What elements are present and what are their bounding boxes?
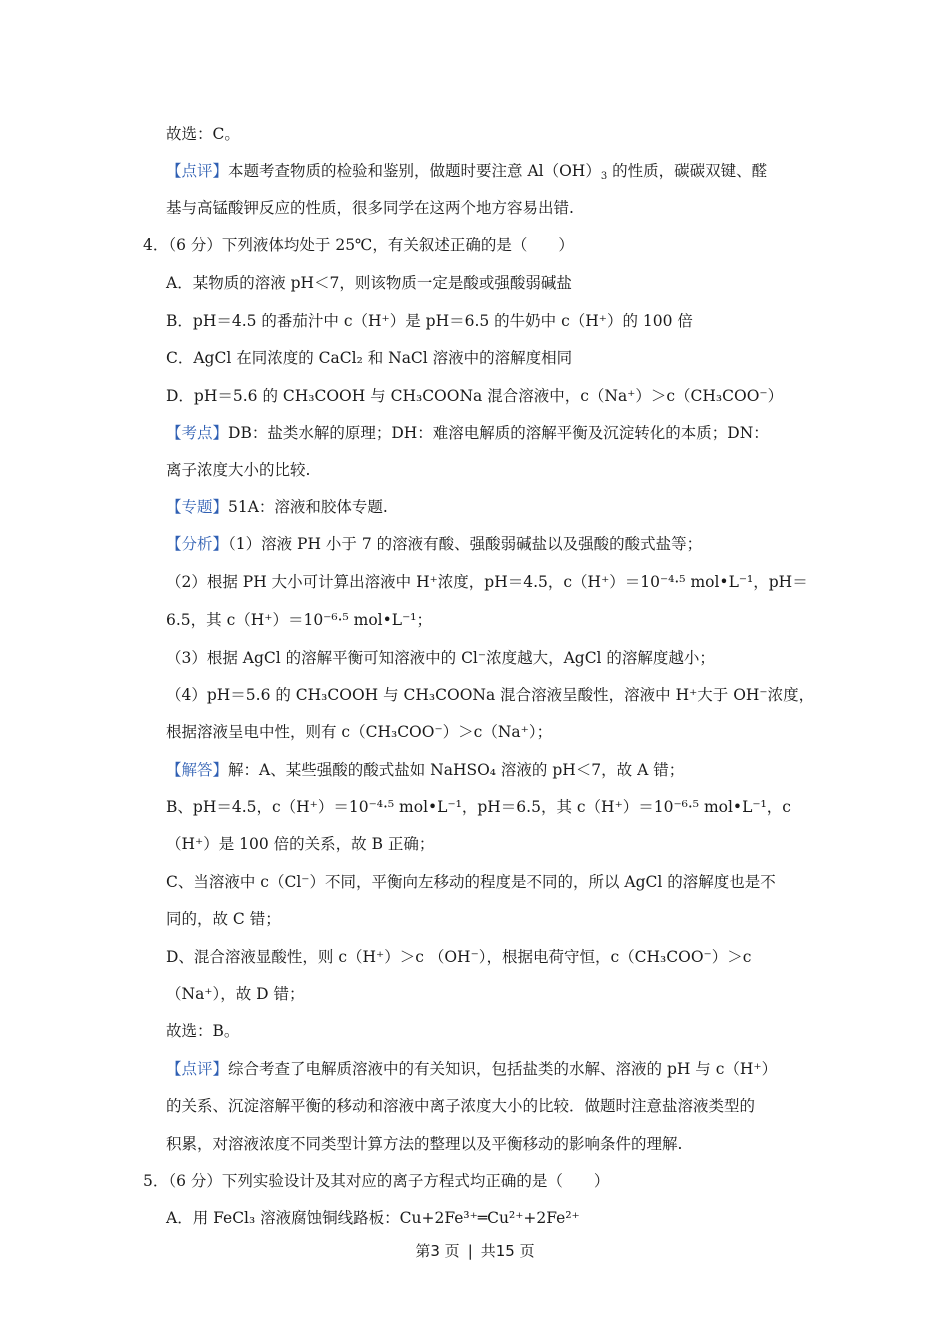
fenxi-tag: 【分析】 [166,535,229,553]
page-number: 第3 页 [415,1242,460,1260]
q4-jieda-b2: （H⁺）是 100 倍的关系，故 B 正确； [166,835,435,853]
q5-stem: 5．（6 分）下列实验设计及其对应的离子方程式均正确的是（ ） [143,1172,610,1190]
q4-option-a: A．某物质的溶液 pH＜7，则该物质一定是酸或强酸弱碱盐 [166,274,572,292]
q4-kaodian-line1: 【考点】DB：盐类水解的原理；DH：难溶电解质的溶解平衡及沉淀转化的本质；DN： [166,424,769,442]
q4-jieda-c1: C、当溶液中 c（Cl⁻）不同，平衡向左移动的程度是不同的，所以 AgCl 的溶解度也是不 [166,873,776,891]
q4-jieda-a: 【解答】解：A、某些强酸的酸式盐如 NaHSO₄ 溶液的 pH＜7，故 A 错； [166,761,685,779]
prev-comment-line2: 基与高锰酸钾反应的性质，很多同学在这两个地方容易出错. [166,199,574,217]
q4-option-d: D．pH＝5.6 的 CH₃COOH 与 CH₃COONa 混合溶液中，c（Na⁺）＞c（CH₃COO⁻） [166,387,784,405]
q4-fenxi-3: （3）根据 AgCl 的溶解平衡可知溶液中的 Cl⁻浓度越大，AgCl 的溶解度越小； [166,649,715,667]
q4-dianping-2: 的关系、沉淀溶解平衡的移动和溶液中离子浓度大小的比较．做题时注意盐溶液类型的 [166,1097,756,1115]
q4-fenxi-2b: 6.5，其 c（H⁺）＝10⁻⁶·⁵ mol•L⁻¹； [166,611,432,629]
comment-tag: 【点评】 [166,162,229,180]
zhuanti-tag: 【专题】 [166,498,229,516]
q4-jieda-d2: （Na⁺），故 D 错； [166,985,305,1003]
q4-option-c: C．AgCl 在同浓度的 CaCl₂ 和 NaCl 溶液中的溶解度相同 [166,349,573,367]
q4-choice: 故选：B。 [166,1022,240,1040]
q4-zhuanti: 【专题】51A：溶液和胶体专题. [166,498,388,516]
q4-kaodian-line2: 离子浓度大小的比较. [166,461,311,479]
prev-comment-line1: 【点评】本题考查物质的检验和鉴别，做题时要注意 $Al(OH)_3$ 的性质，碳碳双键、醛 [166,162,768,182]
page-footer [0,1240,950,1262]
jieda-tag: 【解答】 [166,761,229,779]
dianping-tag: 【点评】 [166,1060,229,1078]
footer-separator: | [467,1242,473,1260]
kaodian-tag: 【考点】 [166,424,229,442]
q4-jieda-b1: B、pH＝4.5，c（H⁺）＝10⁻⁴·⁵ mol•L⁻¹，pH＝6.5，其 c（H⁺）＝10⁻⁶·⁵ mol•L⁻¹，c [166,798,791,816]
q5-option-a: A．用 FeCl₃ 溶液腐蚀铜线路板：Cu+2Fe³⁺═Cu²⁺+2Fe²⁺ [166,1209,580,1227]
q4-dianping-1: 【点评】综合考查了电解质溶液中的有关知识，包括盐类的水解、溶液的 pH 与 c（H⁺） [166,1060,778,1078]
q4-stem: 4．（6 分）下列液体均处于 25℃，有关叙述正确的是（ ） [143,236,574,254]
prev-choice: 故选：C。 [166,125,240,143]
page-total: 共15 页 [480,1242,535,1260]
q4-dianping-3: 积累，对溶液浓度不同类型计算方法的整理以及平衡移动的影响条件的理解. [166,1135,683,1153]
q4-fenxi-1: 【分析】（1）溶液 PH 小于 7 的溶液有酸、强酸弱碱盐以及强酸的酸式盐等； [166,535,703,553]
q4-option-b: B．pH＝4.5 的番茄汁中 c（H⁺）是 pH＝6.5 的牛奶中 c（H⁺）的 100 倍 [166,312,693,330]
q4-fenxi-4a: （4）pH＝5.6 的 CH₃COOH 与 CH₃COONa 混合溶液呈酸性，溶液中 H⁺大于 OH⁻浓度， [166,686,815,704]
q4-fenxi-4b: 根据溶液呈电中性，则有 c（CH₃COO⁻）＞c（Na⁺）； [166,723,553,741]
q4-fenxi-2a: （2）根据 PH 大小可计算出溶液中 H⁺浓度，pH＝4.5，c（H⁺）＝10⁻⁴·⁵ mol•L⁻¹，pH＝ [166,573,808,591]
q4-jieda-c2: 同的，故 C 错； [166,910,281,928]
q4-jieda-d1: D、混合溶液显酸性，则 c（H⁺）＞c （OH⁻），根据电荷守恒，c（CH₃COO⁻）＞c [166,948,752,966]
